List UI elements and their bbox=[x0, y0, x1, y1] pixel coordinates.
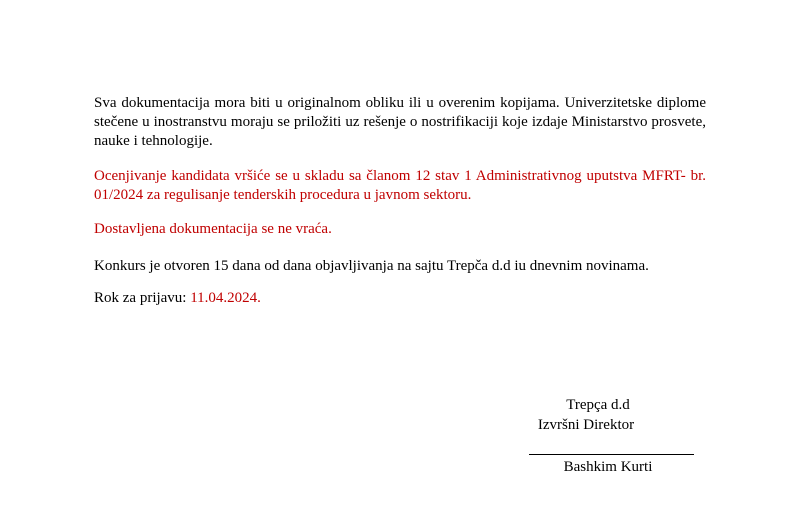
evaluation-paragraph: Ocenjivanje kandidata vršiće se u skladu sa članom 12 stav 1 Administrativnog uputstva MFRT- br. 01/2024 za regulisanje tenderskih procedura u javnom sektoru. bbox=[94, 168, 706, 203]
deadline-label: Rok za prijavu: bbox=[94, 290, 191, 306]
not-returned-paragraph: Dostavljena dokumentacija se ne vraća. bbox=[94, 221, 332, 237]
signature-title: Izvršni Direktor bbox=[537, 417, 635, 433]
documentation-paragraph: Sva dokumentacija mora biti u originalnom obliku ili u overenim kopijama. Univerzitetske diplome stečene u inostranstvu moraju se priložiti uz rešenje o nostrifikaciji koje izdaje Ministarstvo prosvete, nauke i tehnologije. bbox=[94, 95, 706, 149]
signature-company: Trepça d.d bbox=[566, 397, 630, 413]
signature-name: Bashkim Kurti bbox=[563, 459, 653, 475]
open-period-paragraph: Konkurs je otvoren 15 dana od dana objavljivanja na sajtu Trepča d.d iu dnevnim novinama. bbox=[94, 258, 649, 274]
signature-line bbox=[529, 454, 694, 455]
deadline-date: 11.04.2024. bbox=[190, 290, 261, 306]
deadline-paragraph bbox=[94, 289, 706, 308]
